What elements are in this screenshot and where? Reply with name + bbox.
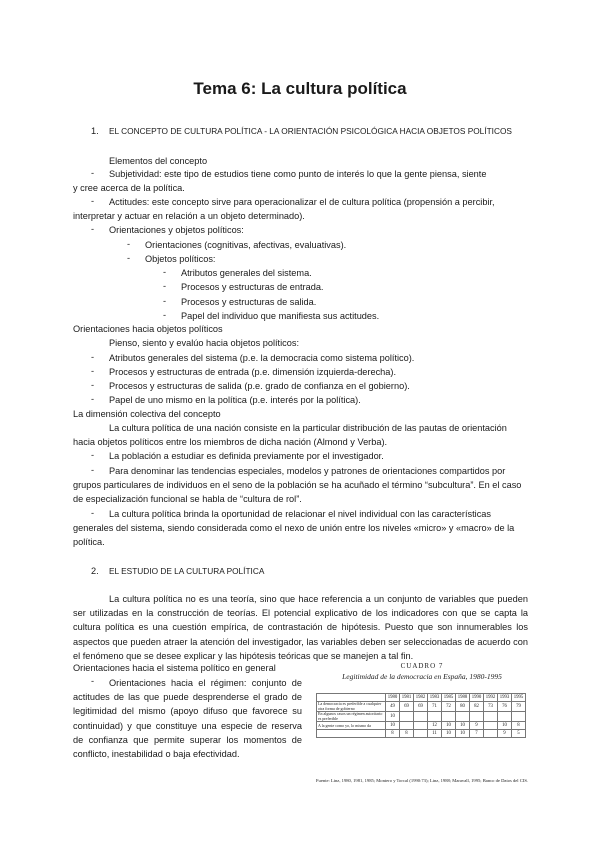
table-cell: 10 xyxy=(386,722,400,730)
dimension-text-cont: de especialización funcional se habla de “cultura de rol”. xyxy=(73,494,302,504)
subjetividad-text: Subjetividad: este tipo de estudios tiene como punto de interés lo que la gente piensa, siente xyxy=(109,169,487,179)
table-row-label: La democracia es preferible a cualquier otra forma de gobierno xyxy=(317,702,386,712)
table-row-label: En algunos casos un régimen autoritario es preferible xyxy=(317,712,386,722)
orientaciones-item: Papel de uno mismo en la política (p.e. interés por la política). xyxy=(109,395,361,405)
table-row-label: A la gente como yo, lo mismo da xyxy=(317,722,386,730)
table-cell: 10 xyxy=(442,722,456,730)
table-header-cell: 1992 xyxy=(484,694,498,702)
dimension-text: La cultura política brinda la oportunidad de relacionar el nivel individual con las características xyxy=(109,509,492,519)
table-cell: 69 xyxy=(400,702,414,712)
table-cell xyxy=(470,712,484,722)
dimension-text-cont: grupos particulares de individuos en el seno de la población se ha acuñado el término “subcultura”. En el caso xyxy=(73,480,522,490)
orientaciones-heading: Orientaciones hacia objetos políticos xyxy=(73,324,223,334)
section-1-number: 1. xyxy=(91,126,99,136)
bullet-dash: - xyxy=(91,465,95,475)
dimension-text-cont: generales del sistema, siendo considerada como el nexo de unión entre los niveles «micro» y «macro» de la xyxy=(73,523,515,533)
orient-objetos-text: Orientaciones y objetos políticos: xyxy=(109,225,244,235)
objetos-item: Papel del individuo que manifiesta sus actitudes. xyxy=(181,311,380,321)
section-2-number: 2. xyxy=(91,566,99,576)
table-cell: 10 xyxy=(456,730,470,738)
table-cell: 80 xyxy=(456,702,470,712)
table-cell: 11 xyxy=(428,730,442,738)
table-row xyxy=(317,722,526,730)
table-cell xyxy=(484,730,498,738)
orientaciones-item: Atributos generales del sistema (p.e. la democracia como sistema político). xyxy=(109,353,415,363)
bullet-dash: - xyxy=(163,267,167,277)
bullet-dash: - xyxy=(163,281,167,291)
table-cell: 10 xyxy=(386,712,400,722)
objetos-item: Procesos y estructuras de salida. xyxy=(181,297,317,307)
legitimacy-table xyxy=(316,693,526,738)
table-header-cell: 1990 xyxy=(470,694,484,702)
table-row-label xyxy=(317,730,386,738)
bullet-dash: - xyxy=(127,239,131,249)
table-cell: 10 xyxy=(498,722,512,730)
dimension-text-cont: hacia objetos políticos entre los miembros de dicha nación (Almond y Verba). xyxy=(73,437,388,447)
table-cell: 12 xyxy=(428,722,442,730)
section-1-heading: EL CONCEPTO DE CULTURA POLÍTICA - LA ORIENTACIÓN PSICOLÓGICA HACIA OBJETOS POLÍTICOS xyxy=(109,126,512,136)
table-header-cell: 1981 xyxy=(400,694,414,702)
bullet-dash: - xyxy=(91,394,95,404)
objetos-item: Atributos generales del sistema. xyxy=(181,268,312,278)
table-cell xyxy=(414,712,428,722)
table-cell xyxy=(512,712,526,722)
table-header-cell: 1985 xyxy=(442,694,456,702)
table-row xyxy=(317,730,526,738)
dimension-text: La población a estudiar es definida previamente por el investigador. xyxy=(109,451,384,461)
table-cell: 72 xyxy=(442,702,456,712)
table-cell xyxy=(484,722,498,730)
orientaciones-text: Orientaciones (cognitivas, afectivas, evaluativas). xyxy=(145,240,347,250)
objetos-text: Objetos políticos: xyxy=(145,254,216,264)
section-2-heading: EL ESTUDIO DE LA CULTURA POLÍTICA xyxy=(109,566,265,576)
bullet-dash: - xyxy=(91,168,95,178)
orientaciones-item: Procesos y estructuras de salida (p.e. grado de confianza en el gobierno). xyxy=(109,381,410,391)
subjetividad-text-cont: y cree acerca de la política. xyxy=(73,183,185,193)
orientaciones-intro: Pienso, siento y evalúo hacia objetos políticos: xyxy=(109,338,299,348)
dimension-text-cont: política. xyxy=(73,537,105,547)
table-cell: 10 xyxy=(442,730,456,738)
section-2-paragraph: La cultura política no es una teoría, sino que hace referencia a un conjunto de variables que pueden ser utilizadas en la construcción de teorías. El potencial explicativo de los indicadores con que se capta la cultura política es una cuestión empírica, de contrastación de hipótesis. Puesto que son innumerables los aspectos que pueden atraer la atención del investigador, las variables deben ser seleccionadas de acuerdo con el fenómeno que se desee explicar y las hipótesis teóricas que se manejen a tal fin. xyxy=(73,594,528,661)
section-2-subheading: Orientaciones hacia el sistema político en general xyxy=(73,663,276,673)
table-header-cell: 1993 xyxy=(498,694,512,702)
table-cell: 73 xyxy=(484,702,498,712)
orientaciones-item: Procesos y estructuras de entrada (p.e. dimensión izquierda-derecha). xyxy=(109,367,397,377)
table-cell: 8 xyxy=(512,722,526,730)
bullet-dash: - xyxy=(91,352,95,362)
dimension-text: Para denominar las tendencias especiales, modelos y patrones de orientaciones compartidos por xyxy=(109,466,506,476)
table-cell xyxy=(498,712,512,722)
bullet-dash: - xyxy=(127,253,131,263)
table-cell: 9 xyxy=(498,730,512,738)
bullet-dash: - xyxy=(91,508,95,518)
elementos-heading: Elementos del concepto xyxy=(109,156,208,166)
table-cell xyxy=(442,712,456,722)
table-cell: 5 xyxy=(512,730,526,738)
table-cell: 71 xyxy=(428,702,442,712)
table-cell: 79 xyxy=(512,702,526,712)
objetos-item: Procesos y estructuras de entrada. xyxy=(181,282,324,292)
table-cell: 9 xyxy=(470,722,484,730)
bullet-dash: - xyxy=(91,196,95,206)
table-cell: 7 xyxy=(470,730,484,738)
table-cell: 49 xyxy=(386,702,400,712)
figure-caption: CUADRO 7 xyxy=(400,662,444,670)
table-header-cell: 1995 xyxy=(512,694,526,702)
table-cell xyxy=(414,722,428,730)
regimen-paragraph: Orientaciones hacia el régimen: conjunto de actitudes de las que puede desprenderse el grado de legitimidad del mismo (apoyo difuso que favorece su continuidad) y que constituye una especie de reserva de confianza que permite superar los momentos de conflicto, inestabilidad o baja efectividad. xyxy=(73,678,302,760)
dimension-heading: La dimensión colectiva del concepto xyxy=(73,409,221,419)
table-cell xyxy=(456,712,470,722)
table-row xyxy=(317,702,526,712)
table-row xyxy=(317,712,526,722)
table-cell xyxy=(414,730,428,738)
bullet-dash: - xyxy=(163,310,167,320)
table-cell xyxy=(484,712,498,722)
dimension-text: La cultura política de una nación consiste en la particular distribución de las pautas de orientación xyxy=(109,423,507,433)
table-header-cell: 1980 xyxy=(386,694,400,702)
table-cell: 10 xyxy=(456,722,470,730)
table-header-cell: 1983 xyxy=(428,694,442,702)
table-cell: 82 xyxy=(470,702,484,712)
table-cell xyxy=(428,712,442,722)
actitudes-text-cont: interpretar y actuar en relación a un objeto determinado). xyxy=(73,211,305,221)
actitudes-text: Actitudes: este concepto sirve para operacionalizar el de cultura política (propensión a percibir, xyxy=(109,197,495,207)
bullet-dash: - xyxy=(91,366,95,376)
bullet-dash: - xyxy=(91,380,95,390)
figure-source-note: Fuente: Linz, 1980, 1981, 1985; Montero y Torcal (1990:73); Linz, 1988; Maravall, 1995; Banco de Datos del CIS. xyxy=(316,778,529,783)
table-header-cell: 1982 xyxy=(414,694,428,702)
table-header-cell: 1988 xyxy=(456,694,470,702)
table-cell: 69 xyxy=(414,702,428,712)
table-cell: 76 xyxy=(498,702,512,712)
table-cell xyxy=(400,712,414,722)
figure-subtitle: Legitimidad de la democracia en España, 1980-1995 xyxy=(342,672,502,681)
bullet-dash: - xyxy=(163,296,167,306)
page-title: Tema 6: La cultura política xyxy=(193,79,407,98)
bullet-dash: - xyxy=(91,676,95,686)
table-cell: 8 xyxy=(400,730,414,738)
table-cell xyxy=(400,722,414,730)
bullet-dash: - xyxy=(91,450,95,460)
bullet-dash: - xyxy=(91,224,95,234)
table-cell: 8 xyxy=(386,730,400,738)
legitimacy-table-figure xyxy=(312,660,532,810)
